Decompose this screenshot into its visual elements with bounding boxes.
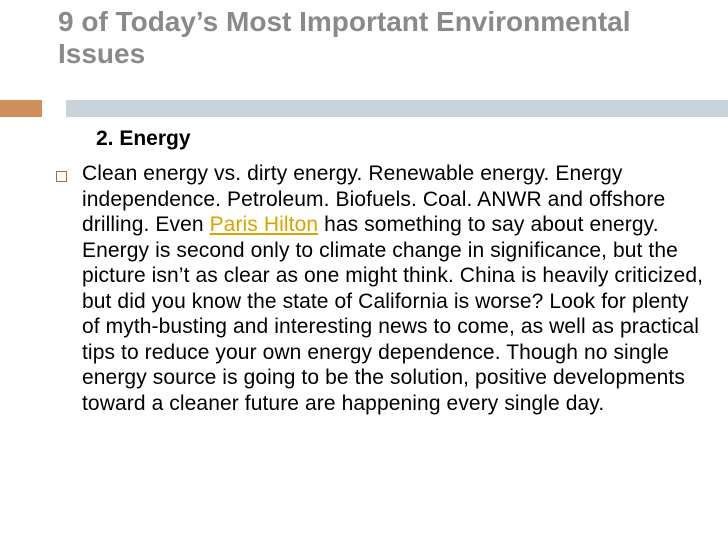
body-text-part-1: Clean energy vs. dirty energy. Renewable energy. Energy independence. Petroleum. Biofuels. Coal. ANWR and offshore drilling. Even (82, 162, 666, 236)
hollow-square-bullet-icon (56, 171, 67, 182)
title-accent-bar (0, 100, 42, 117)
title-divider-bar (66, 100, 728, 117)
slide-title: 9 of Today’s Most Important Environmental Issues (58, 6, 631, 69)
paris-hilton-link[interactable]: Paris Hilton (209, 213, 319, 236)
section-heading: 2. Energy (96, 127, 191, 150)
body-text-part-2: has something to say about energy. Energy is second only to climate change in significance, but the picture isn’t as clear as one might think. China is heavily criticized, but did you know the state of California is worse? Look for plenty of myth-busting and interesting news to come, as well as practical tips to reduce your own energy dependence. Though no single energy source is going to be the solution, positive developments toward a cleaner future are happening every single day. (82, 213, 704, 415)
body-paragraph (82, 161, 712, 416)
